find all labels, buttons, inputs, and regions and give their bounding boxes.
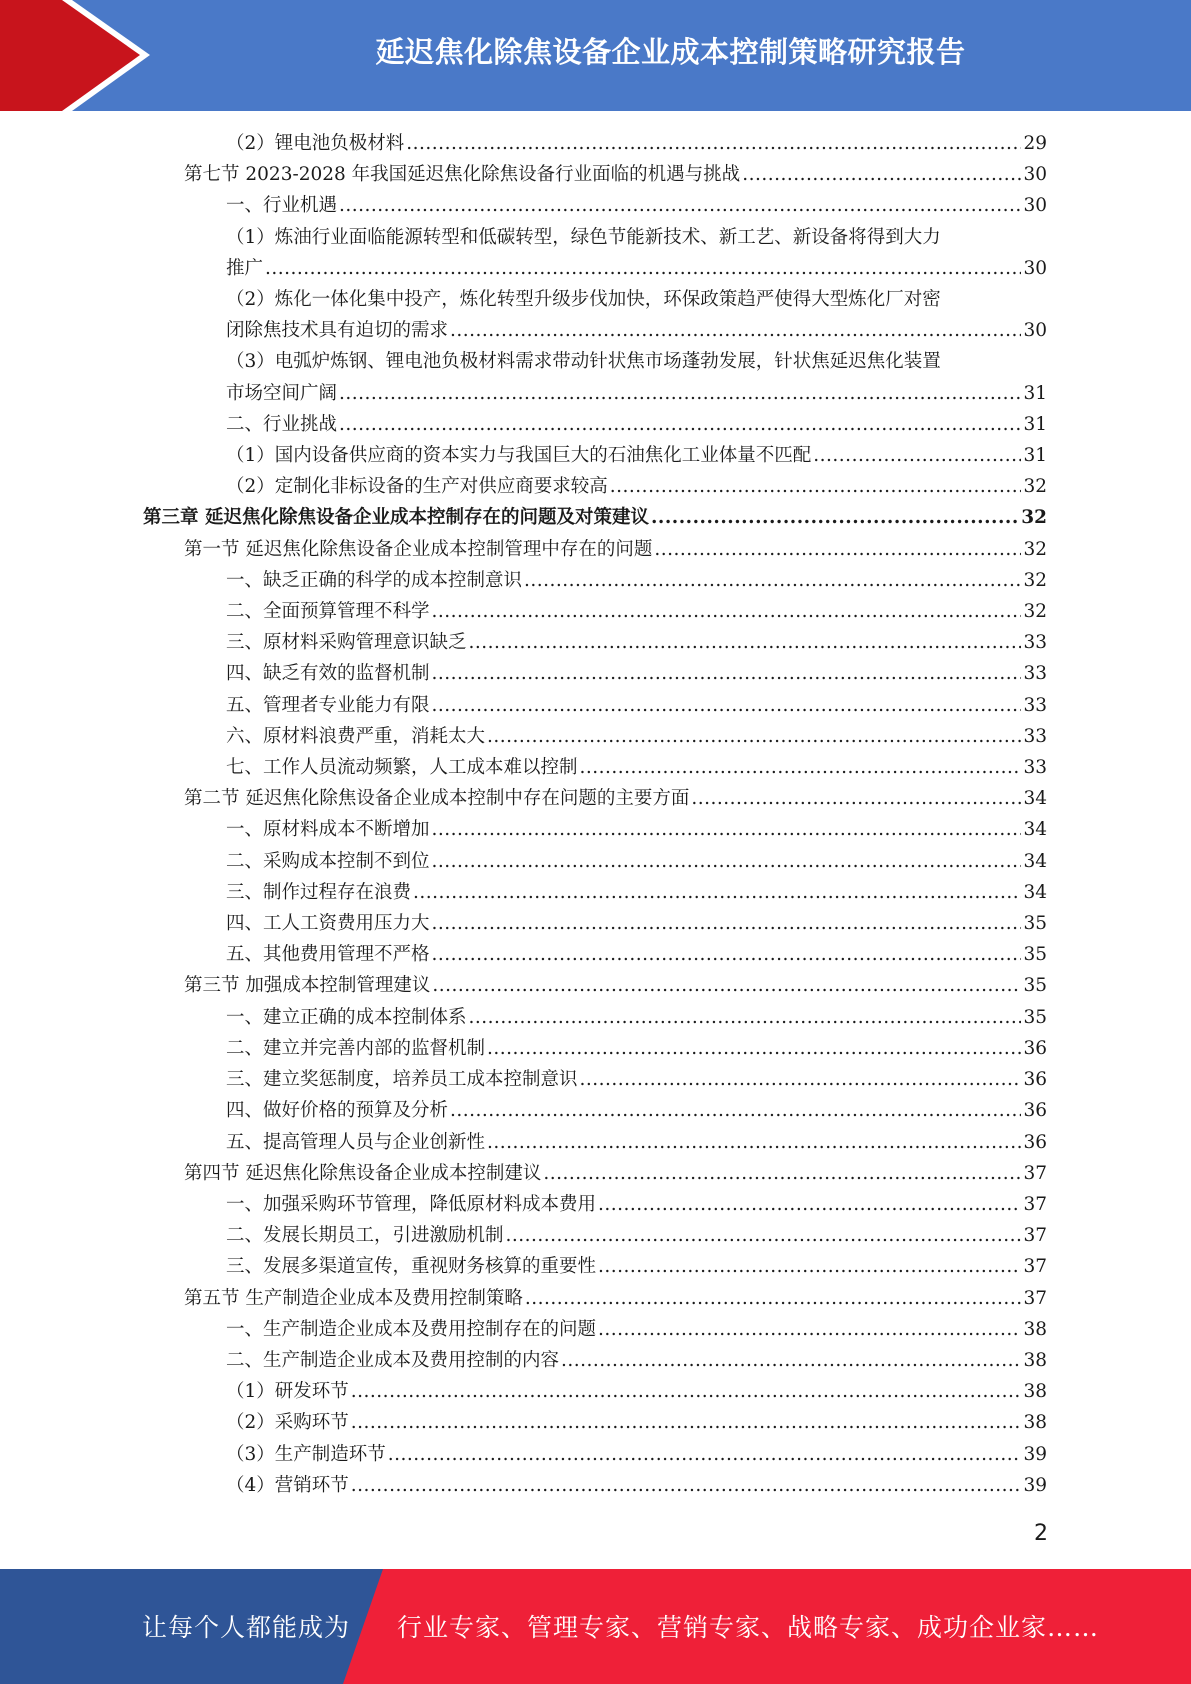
toc-page-number: 33 [1023,757,1047,779]
toc-dot-leader [432,908,1022,939]
toc-entry[interactable] [0,1376,1191,1407]
toc-dot-leader [432,939,1022,970]
toc-entry[interactable] [0,1314,1191,1345]
page-header [0,0,1191,111]
toc-entry[interactable] [0,409,1191,440]
toc-page-number: 30 [1023,320,1047,342]
toc-entry[interactable] [0,752,1191,783]
toc-entry-text: 推广 [226,257,264,279]
toc-entry-text: 第一节 延迟焦化除焦设备企业成本控制管理中存在的问题 [184,538,653,560]
toc-entry-text: （2）定制化非标设备的生产对供应商要求较高 [226,476,608,498]
toc-entry-text: 四、缺乏有效的监督机制 [226,663,430,685]
toc-entry-text: 一、原材料成本不断增加 [226,819,430,841]
toc-entry-text: 三、制作过程存在浪费 [226,881,412,903]
toc-dot-leader [432,596,1022,627]
toc-dot-leader [651,502,1019,533]
toc-entry[interactable] [0,908,1191,939]
toc-entry-text: 三、建立奖惩制度，培养员工成本控制意识 [226,1069,578,1091]
toc-dot-leader [432,846,1022,877]
toc-dot-leader [561,1345,1021,1376]
toc-dot-leader [580,752,1022,783]
toc-dot-leader [487,1033,1021,1064]
toc-page-number: 31 [1023,445,1047,467]
toc-page-number: 30 [1023,257,1047,279]
toc-entry[interactable] [0,1189,1191,1220]
toc-entry[interactable] [0,440,1191,471]
toc-page-number: 33 [1023,632,1047,654]
toc-entry-text: 第五节 生产制造企业成本及费用控制策略 [184,1287,523,1309]
toc-dot-leader [432,658,1022,689]
toc-page-number: 37 [1023,1162,1047,1184]
toc-entry[interactable] [0,128,1191,159]
toc-page-number: 34 [1023,881,1047,903]
toc-entry-text: （2）锂电池负极材料 [226,133,405,154]
toc-page-number: 37 [1023,1256,1047,1278]
toc-page-number: 34 [1023,819,1047,841]
toc-page-number: 35 [1023,944,1047,966]
toc-page-number: 30 [1023,164,1047,186]
toc-entry-text: 四、做好价格的预算及分析 [226,1100,449,1122]
toc-entry-text: 五、提高管理人员与企业创新性 [226,1131,486,1153]
toc-entry[interactable] [0,1345,1191,1376]
toc-dot-leader [742,159,1021,190]
toc-entry-text: 六、原材料浪费严重，消耗太大 [226,725,486,747]
toc-dot-leader [450,315,1021,346]
toc-page-number: 30 [1023,195,1047,217]
toc-entry[interactable] [0,1064,1191,1095]
toc-entry[interactable] [0,846,1191,877]
toc-page-number: 32 [1023,601,1047,623]
toc-entry[interactable] [0,721,1191,752]
toc-entry-text: 三、原材料采购管理意识缺乏 [226,632,467,654]
toc-entry-text: 四、工人工资费用压力大 [226,913,430,935]
toc-page-number: 31 [1023,413,1047,435]
toc-entry-text: 市场空间广阔 [226,382,338,404]
toc-entry[interactable] [0,1251,1191,1282]
toc-dot-leader [432,970,1021,1001]
toc-entry-text: 三、发展多渠道宣传，重视财务核算的重要性 [226,1256,597,1278]
toc-entry[interactable] [0,1127,1191,1158]
toc-entry-text: 闭除焦技术具有迫切的需求 [226,320,449,342]
toc-page-number: 31 [1023,382,1047,404]
toc-dot-leader [351,1470,1022,1501]
toc-entry-wrapped[interactable] [0,346,1191,408]
toc-page-number: 37 [1023,1193,1047,1215]
toc-entry-text: （2）采购环节 [226,1412,349,1434]
toc-entry-text: 一、缺乏正确的科学的成本控制意识 [226,569,523,591]
toc-entry-text: 一、行业机遇 [226,195,338,217]
toc-entry[interactable] [0,658,1191,689]
toc-page-number: 37 [1023,1225,1047,1247]
header-chevron-icon [0,0,142,111]
toc-dot-leader [598,1189,1021,1220]
toc-entry[interactable] [0,1407,1191,1438]
toc-entry[interactable] [0,1439,1191,1470]
toc-entry[interactable] [0,970,1191,1001]
toc-entry[interactable] [0,596,1191,627]
toc-page-number: 38 [1023,1349,1047,1371]
toc-dot-leader [524,565,1021,596]
toc-entry-text: 五、其他费用管理不严格 [226,944,430,966]
toc-dot-leader [432,690,1022,721]
toc-dot-leader [506,1220,1022,1251]
toc-entry-text: 二、全面预算管理不科学 [226,601,430,623]
toc-entry-text: 第四节 延迟焦化除焦设备企业成本控制建议 [184,1162,542,1184]
toc-page-number: 39 [1023,1474,1047,1496]
footer-slogan-right: 行业专家、管理专家、营销专家、战略专家、成功企业家…… [397,1613,1100,1642]
toc-entry[interactable] [0,565,1191,596]
toc-entry-text: 一、生产制造企业成本及费用控制存在的问题 [226,1318,597,1340]
toc-entry-text: （1）研发环节 [226,1381,349,1403]
page-number: 2 [1034,1521,1048,1546]
toc-dot-leader [654,534,1021,565]
toc-dot-leader [487,721,1021,752]
toc-entry[interactable] [0,1470,1191,1501]
toc-entry[interactable] [0,1158,1191,1189]
toc-entry[interactable] [0,627,1191,658]
toc-page-number: 33 [1023,725,1047,747]
toc-page-number: 33 [1023,694,1047,716]
toc-page-number: 35 [1023,1006,1047,1028]
toc-entry[interactable] [0,534,1191,565]
footer-slogan-left: 让每个人都能成为 [142,1613,351,1642]
toc-page-number: 32 [1021,507,1047,529]
toc-dot-leader [469,627,1022,658]
toc-dot-leader [339,378,1021,409]
toc-dot-leader [432,814,1022,845]
toc-dot-leader [265,253,1021,284]
toc-page-number: 37 [1023,1287,1047,1309]
toc-entry[interactable] [0,690,1191,721]
toc-entry[interactable] [0,159,1191,190]
toc-dot-leader [691,783,1021,814]
table-of-contents [0,128,1191,1501]
toc-entry[interactable] [0,1095,1191,1126]
toc-entry[interactable] [0,471,1191,502]
toc-page-number: 33 [1023,663,1047,685]
toc-dot-leader [413,877,1021,908]
toc-entry-text: 二、采购成本控制不到位 [226,850,430,872]
toc-entry-text: 二、行业挑战 [226,413,338,435]
toc-entry-text: （1）国内设备供应商的资本实力与我国巨大的石油焦化工业体量不匹配 [226,445,812,467]
toc-entry-text-line1: （1）炼油行业面临能源转型和低碳转型，绿色节能新技术、新工艺、新设备将得到大力 [226,226,941,248]
toc-dot-leader [388,1439,1022,1470]
toc-page-number: 32 [1023,538,1047,560]
report-title: 延迟焦化除焦设备企业成本控制策略研究报告 [375,35,966,69]
toc-entry-text: （3）生产制造环节 [226,1443,386,1465]
toc-entry[interactable] [0,190,1191,221]
toc-dot-leader [339,409,1021,440]
toc-dot-leader [406,128,1021,159]
toc-entry[interactable] [0,783,1191,814]
toc-entry[interactable] [0,939,1191,970]
toc-entry-text: 二、建立并完善内部的监督机制 [226,1037,486,1059]
toc-entry[interactable] [0,1002,1191,1033]
toc-page-number: 34 [1023,850,1047,872]
toc-page-number: 38 [1023,1381,1047,1403]
toc-entry-text: 第三章 延迟焦化除焦设备企业成本控制存在的问题及对策建议 [143,507,649,529]
toc-entry-text: 二、发展长期员工，引进激励机制 [226,1225,504,1247]
toc-page-number: 39 [1023,1443,1047,1465]
toc-entry-text: 五、管理者专业能力有限 [226,694,430,716]
toc-entry-wrapped[interactable] [0,222,1191,284]
toc-dot-leader [469,1002,1022,1033]
toc-entry[interactable] [0,1033,1191,1064]
toc-dot-leader [580,1064,1022,1095]
toc-entry-text-line1: （2）炼化一体化集中投产，炼化转型升级步伐加快，环保政策趋严使得大型炼化厂对密 [226,289,941,311]
toc-dot-leader [450,1095,1021,1126]
toc-entry[interactable] [0,814,1191,845]
toc-entry[interactable] [0,1283,1191,1314]
toc-entry[interactable] [0,1220,1191,1251]
toc-dot-leader [339,190,1021,221]
toc-page-number: 32 [1023,569,1047,591]
toc-page-number: 35 [1023,913,1047,935]
toc-page-number: 32 [1023,476,1047,498]
toc-entry-text-line1: （3）电弧炉炼钢、锂电池负极材料需求带动针状焦市场蓬勃发展，针状焦延迟焦化装置 [226,351,941,373]
toc-entry-text: 第三节 加强成本控制管理建议 [184,975,431,997]
toc-entry-text: 七、工作人员流动频繁，人工成本难以控制 [226,757,578,779]
toc-page-number: 36 [1023,1131,1047,1153]
toc-dot-leader [610,471,1022,502]
toc-entry-text: 一、加强采购环节管理，降低原材料成本费用 [226,1193,597,1215]
toc-dot-leader [813,440,1021,471]
toc-dot-leader [487,1127,1021,1158]
toc-page-number: 35 [1023,975,1047,997]
toc-dot-leader [525,1283,1022,1314]
toc-page-number: 29 [1023,133,1047,154]
toc-entry-text: 第七节 2023-2028 年我国延迟焦化除焦设备行业面临的机遇与挑战 [184,164,741,186]
toc-page-number: 36 [1023,1069,1047,1091]
toc-entry-text: 第二节 延迟焦化除焦设备企业成本控制中存在问题的主要方面 [184,788,690,810]
toc-page-number: 34 [1023,788,1047,810]
toc-entry-wrapped[interactable] [0,284,1191,346]
toc-entry-text: 二、生产制造企业成本及费用控制的内容 [226,1349,560,1371]
toc-dot-leader [351,1376,1022,1407]
toc-dot-leader [598,1251,1021,1282]
toc-entry[interactable] [0,877,1191,908]
toc-page-number: 38 [1023,1318,1047,1340]
toc-dot-leader [598,1314,1021,1345]
page-footer [0,1569,1191,1684]
toc-page-number: 36 [1023,1037,1047,1059]
toc-entry-text: 一、建立正确的成本控制体系 [226,1006,467,1028]
toc-page-number: 38 [1023,1412,1047,1434]
toc-entry-text: （4）营销环节 [226,1474,349,1496]
toc-dot-leader [351,1407,1022,1438]
toc-entry[interactable] [0,502,1191,533]
toc-page-number: 36 [1023,1100,1047,1122]
toc-dot-leader [543,1158,1021,1189]
